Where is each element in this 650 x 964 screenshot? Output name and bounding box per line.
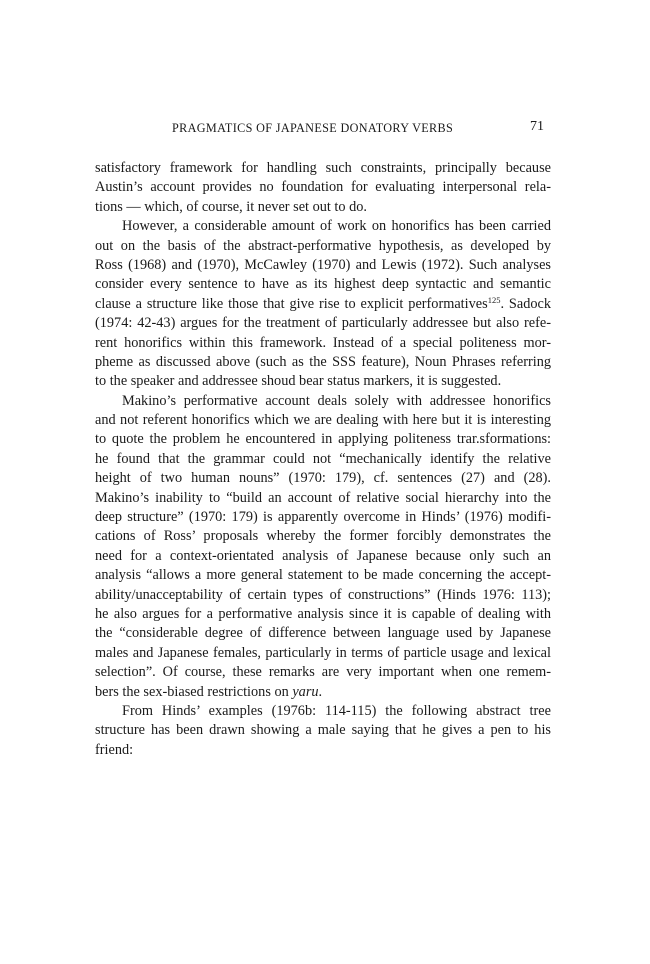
- text-line: consider every sentence to have as its highest deep syntactic and semantic: [95, 276, 551, 293]
- text-line: However, a considerable amount of work on honorifics has been carried: [122, 218, 551, 235]
- text-line: deep structure” (1970: 179) is apparently overcome in Hinds’ (1976) modifi-: [95, 509, 551, 526]
- text-segment: bers the sex-biased restrictions on: [95, 683, 293, 700]
- text-line: analysis “allows a more general statement to be made concerning the accept-: [95, 567, 551, 584]
- text-line: Makino’s performative account deals solely with addressee honorifics: [122, 392, 551, 409]
- text-line: friend:: [95, 741, 134, 758]
- text-line: out on the basis of the abstract-performative hypothesis, as developed by: [95, 237, 551, 254]
- text-line: males and Japanese females, particularly in terms of particle usage and lexical: [95, 644, 551, 661]
- text-line: and not referent honorifics which we are dealing with here but it is interesting: [95, 412, 551, 429]
- paragraph-2: [95, 217, 551, 392]
- text-segment: .: [318, 683, 323, 700]
- body-text: [95, 159, 551, 760]
- text-line: selection”. Of course, these remarks are very important when one remem-: [95, 664, 551, 681]
- text-line: Makino’s inability to “build an account of relative social hierarchy into the: [95, 489, 551, 506]
- text-line: [95, 683, 551, 702]
- text-line: [95, 295, 551, 314]
- text-line: to the speaker and addressee shoud bear status markers, it is suggested.: [95, 373, 502, 390]
- text-line: Ross (1968) and (1970), McCawley (1970) and Lewis (1972). Such analyses: [95, 256, 551, 273]
- text-line: tions — which, of course, it never set out to do.: [95, 198, 367, 215]
- text-line: Austin’s account provides no foundation for evaluating interpersonal rela-: [95, 179, 551, 196]
- italic-term: yaru: [292, 683, 319, 700]
- text-line: the “considerable degree of difference between language used by Japanese: [95, 625, 551, 642]
- text-line: From Hinds’ examples (1976b: 114-115) the following abstract tree: [122, 702, 551, 719]
- text-line: ability/unacceptability of certain types of constructions” (Hinds 1976: 113);: [95, 586, 551, 603]
- text-segment: . Sadock: [500, 295, 551, 312]
- text-line: satisfactory framework for handling such constraints, principally because: [95, 160, 551, 176]
- text-line: need for a context-orientated analysis of Japanese because only such an: [95, 547, 551, 564]
- page-number: 71: [530, 119, 544, 134]
- running-head: PRAGMATICS OF JAPANESE DONATORY VERBS: [172, 121, 454, 135]
- text-line: rent honorifics within this framework. Instead of a special politeness mor-: [95, 334, 551, 351]
- text-line: he also argues for a performative analysis since it is capable of dealing with: [95, 605, 551, 622]
- text-line: he found that the grammar could not “mechanically identify the relative: [95, 450, 551, 467]
- page-header: [117, 119, 545, 139]
- paragraph-4: [95, 702, 551, 760]
- text-line: (1974: 42-43) argues for the treatment of particularly addressee but also refe-: [95, 315, 551, 332]
- text-segment: clause a structure like those that give rise to explicit performatives: [95, 295, 488, 312]
- footnote-marker: 125: [487, 294, 501, 305]
- paragraph-3: [95, 392, 551, 702]
- text-line: height of two human nouns” (1970: 179), cf. sentences (27) and (28).: [95, 470, 551, 487]
- text-line: cations of Ross’ proposals whereby the former forcibly demonstrates the: [95, 528, 551, 545]
- text-line: pheme as discussed above (such as the SSS feature), Noun Phrases referring: [95, 353, 551, 370]
- paragraph-1: [95, 159, 551, 217]
- text-line: structure has been drawn showing a male saying that he gives a pen to his: [95, 722, 551, 739]
- text-line: to quote the problem he encountered in applying politeness trar.sformations:: [95, 431, 551, 448]
